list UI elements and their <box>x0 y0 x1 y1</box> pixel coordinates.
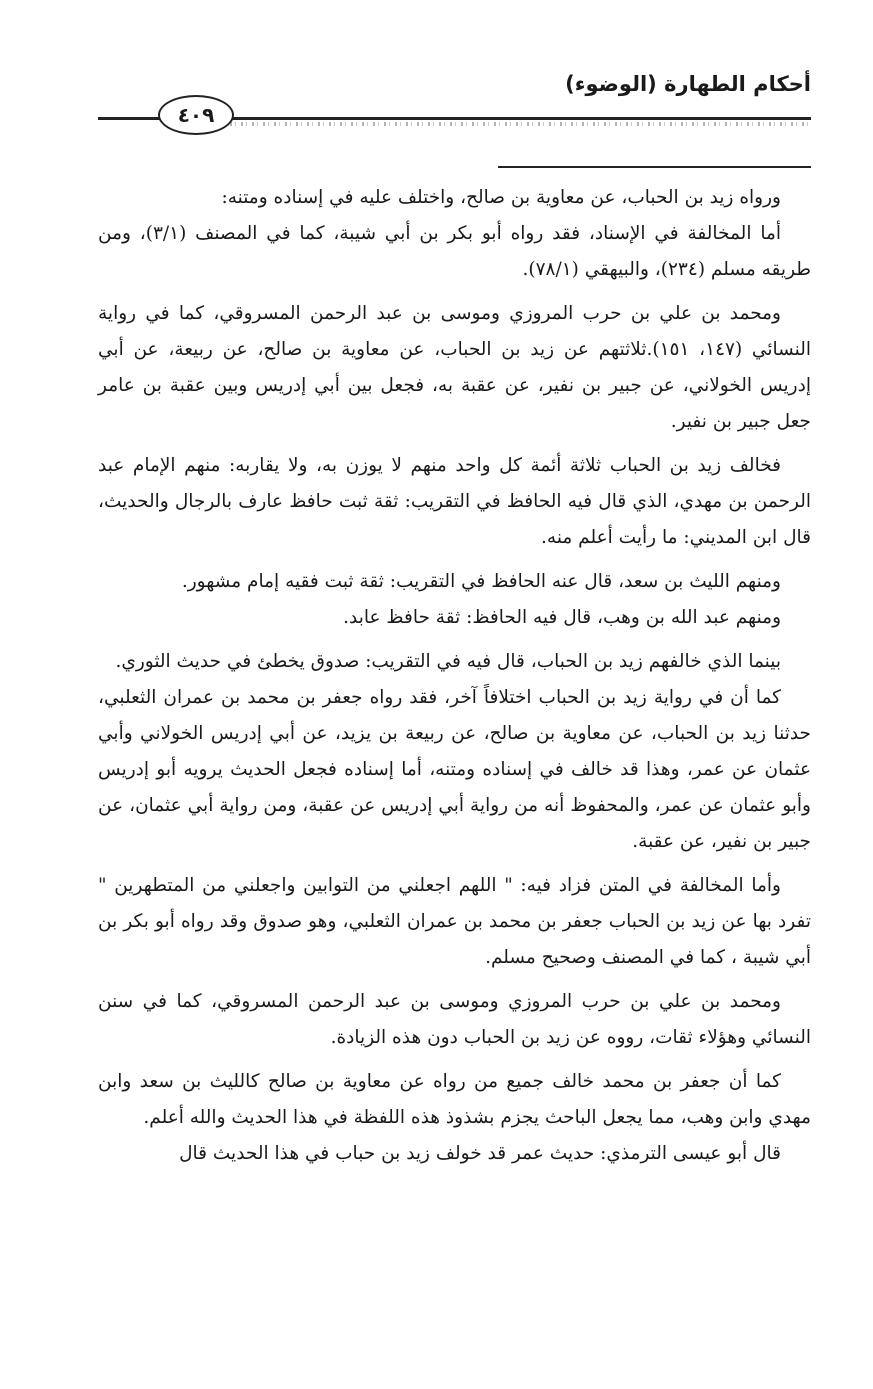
paragraph: ومحمد بن علي بن حرب المروزي وموسى بن عبد الرحمن المسروقي، كما في سنن النسائي وهؤلاء ثقات، رووه عن زيد بن الحباب دون هذه الزيادة. <box>98 991 811 1048</box>
running-title: أحكام الطهارة (الوضوء) <box>565 72 811 96</box>
paragraph: كما أن في رواية زيد بن الحباب اختلافاً آخر، فقد رواه جعفر بن محمد بن عمران الثعلبي، حدثنا زيد بن الحباب، عن معاوية بن صالح، عن ربيعة بن يزيد، عن أبي إدريس الخولاني وأبي عثمان عن عمر، وهذا قد خالف في إسناده ومتنه، أما إسناده فجعل الحديث يرويه أبو إدريس وأبو عثمان عن عمر، والمحفوظ أنه من رواية أبي إدريس عن عقبة، ومن رواية أبي عثمان، عن جبير بن نفير، عن عقبة. <box>98 687 811 852</box>
paragraph: كما أن جعفر بن محمد خالف جميع من رواه عن معاوية بن صالح كالليث بن سعد وابن مهدي وابن وهب، مما يجعل الباحث يجزم بشذوذ هذه اللفظة في هذا الحديث والله أعلم. <box>98 1071 811 1128</box>
paragraph: ومنهم عبد الله بن وهب، قال فيه الحافظ: ثقة حافظ عابد. <box>343 607 781 628</box>
paragraph: قال أبو عيسى الترمذي: حديث عمر قد خولف زيد بن حباب في هذا الحديث قال <box>179 1143 781 1164</box>
paragraph: فخالف زيد بن الحباب ثلاثة أئمة كل واحد منهم لا يوزن به، ولا يقاربه: منهم الإمام عبد الرحمن بن مهدي، الذي قال فيه الحافظ في التقريب: ثقة ثبت حافظ عارف بالرجال والحديث، قال ابن المديني: ما رأيت أعلم منه. <box>98 455 811 548</box>
footnote-separator <box>498 166 811 168</box>
page-number <box>158 95 234 135</box>
paragraph: أما المخالفة في الإسناد، فقد رواه أبو بكر بن أبي شيبة، كما في المصنف (٣/١)، ومن طريقه مسلم (٢٣٤)، والبيهقي (٧٨/١). <box>98 223 811 280</box>
paragraph: ورواه زيد بن الحباب، عن معاوية بن صالح، واختلف عليه في إسناده ومتنه: <box>221 187 781 208</box>
page-number-text: ٤٠٩ <box>177 103 215 127</box>
header-rule-ornament <box>230 122 811 126</box>
text-body <box>98 180 811 1172</box>
paragraph: بينما الذي خالفهم زيد بن الحباب، قال فيه في التقريب: صدوق يخطئ في حديث الثوري. <box>115 651 781 672</box>
paragraph: وأما المخالفة في المتن فزاد فيه: " اللهم اجعلني من التوابين واجعلني من المتطهرين " تفرد بها عن زيد بن الحباب جعفر بن محمد بن عمران الثعلبي، وهو صدوق وقد رواه أبو بكر بن أبي شيبة ، كما في المصنف وصحيح مسلم. <box>98 875 811 968</box>
paragraph: ومحمد بن علي بن حرب المروزي وموسى بن عبد الرحمن المسروقي، كما في رواية النسائي (١٤٧، ١٥١).ثلاثتهم عن زيد بن الحباب، عن معاوية بن صالح، عن ربيعة، عن أبي إدريس الخولاني، عن جبير بن نفير، عن عقبة به، فجعل بين أبي إدريس وبين عقبة بن عامر جعل جبير بن نفير. <box>98 303 811 432</box>
paragraph: ومنهم الليث بن سعد، قال عنه الحافظ في التقريب: ثقة ثبت فقيه إمام مشهور. <box>181 571 781 592</box>
